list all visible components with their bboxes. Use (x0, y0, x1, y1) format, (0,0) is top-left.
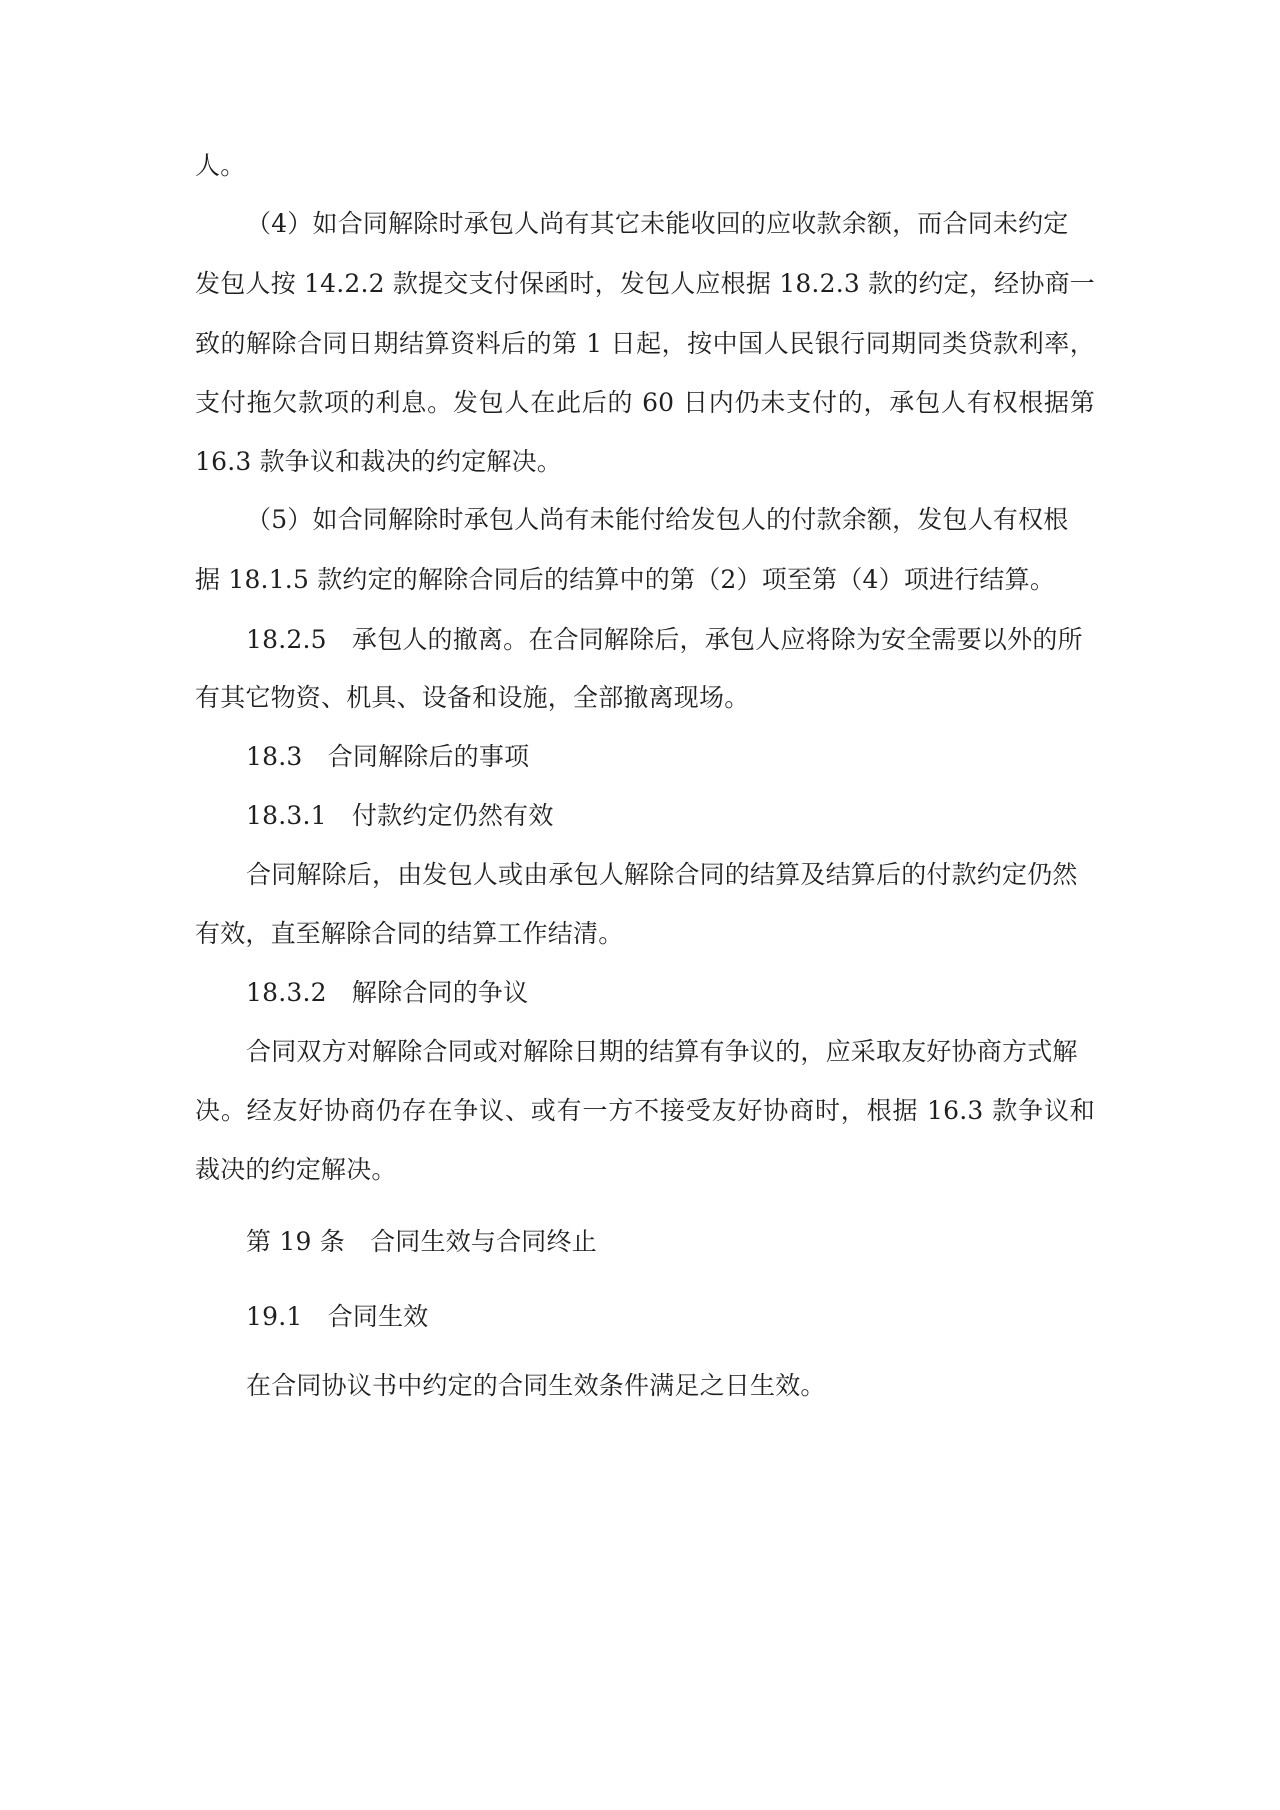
article-heading: 第 19 条 合同生效与合同终止 (246, 1227, 597, 1256)
text-line: 在合同协议书中约定的合同生效条件满足之日生效。 (246, 1371, 826, 1400)
text-line: 合同解除后，由发包人或由承包人解除合同的结算及结算后的付款约定仍然 (246, 860, 1078, 889)
text-line: 据 18.1.5 款约定的解除合同后的结算中的第（2）项至第（4）项进行结算。 (195, 565, 1056, 594)
text-line: （4）如合同解除时承包人尚有其它未能收回的应收款余额，而合同未约定 (246, 209, 1069, 238)
text-line: 有效，直至解除合同的结算工作结清。 (195, 919, 624, 948)
section-heading: 18.3.2 解除合同的争议 (246, 978, 529, 1007)
section-heading: 19.1 合同生效 (246, 1302, 429, 1331)
text-line: 18.2.5 承包人的撤离。在合同解除后，承包人应将除为安全需要以外的所 (246, 625, 1083, 654)
text-line: 合同双方对解除合同或对解除日期的结算有争议的，应采取友好协商方式解 (246, 1037, 1078, 1066)
text-line: 支付拖欠款项的利息。发包人在此后的 60 日内仍未支付的，承包人有权根据第 (195, 388, 1095, 417)
section-heading: 18.3.1 付款约定仍然有效 (246, 801, 554, 830)
text-line: 决。经友好协商仍存在争议、或有一方不接受友好协商时，根据 16.3 款争议和 (195, 1096, 1095, 1125)
text-line: 有其它物资、机具、设备和设施，全部撤离现场。 (195, 683, 750, 712)
text-line: 裁决的约定解决。 (195, 1155, 397, 1184)
text-line: 致的解除合同日期结算资料后的第 1 日起，按中国人民银行同期同类贷款利率， (195, 329, 1095, 358)
section-heading: 18.3 合同解除后的事项 (246, 742, 530, 771)
text-line: 16.3 款争议和裁决的约定解决。 (195, 447, 563, 476)
text-line: 人。 (195, 151, 246, 180)
text-line: （5）如合同解除时承包人尚有未能付给发包人的付款余额，发包人有权根 (246, 505, 1069, 534)
text-line: 发包人按 14.2.2 款提交支付保函时，发包人应根据 18.2.3 款的约定，经协商一 (195, 269, 1095, 298)
